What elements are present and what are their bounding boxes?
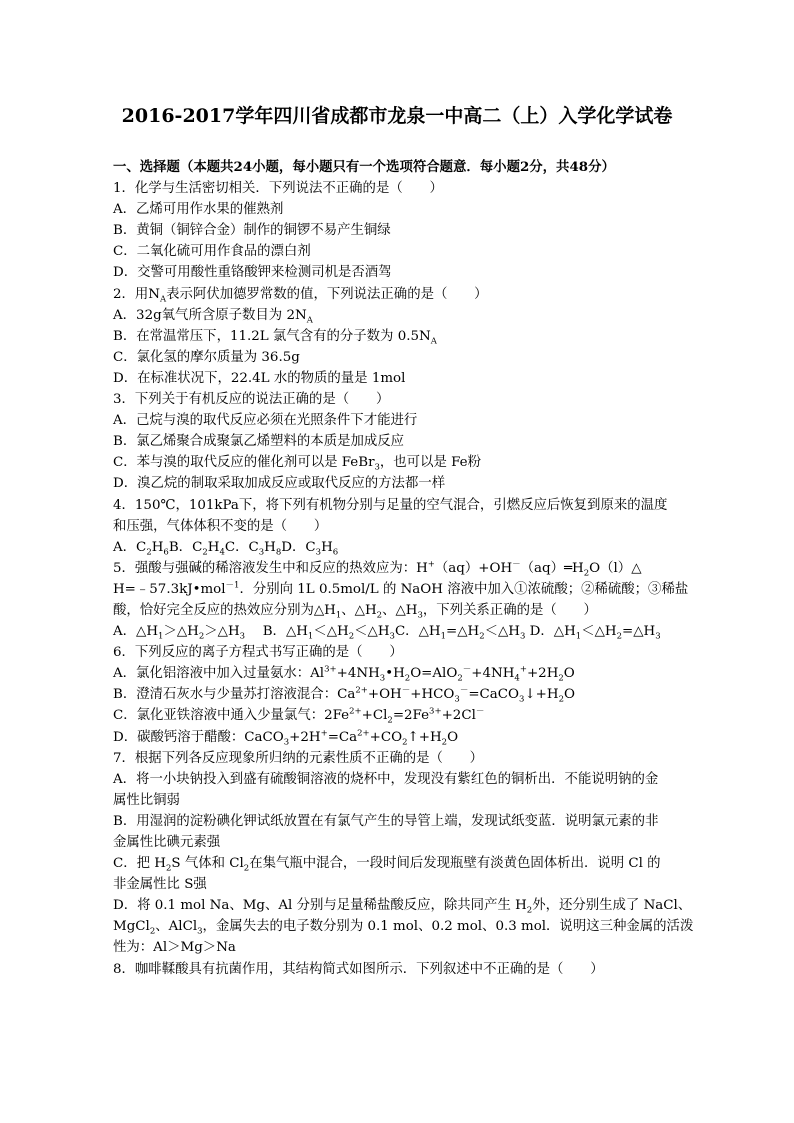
text-line: D．在标准状况下，22.4L 水的物质的量是 1mol — [113, 370, 406, 386]
text-line: B．黄铜（铜锌合金）制作的铜锣不易产生铜绿 — [113, 223, 391, 239]
text-line: B．澄清石灰水与少量苏打溶液混合：$Ca^{2+}+OH^-+HCO_3^-=CaCO_3↓+H_2O$ — [113, 685, 575, 706]
text-line: D．将 0.1 mol Na、Mg、Al 分别与足量稀盐酸反应，除共同产生 $H_2$外，还分别生成了 NaCl、 — [113, 898, 692, 916]
text-line: A．$C_2H_6B$．$C_2H_4C$．$C_3H_8D$．$C_3H_6$ — [113, 539, 339, 558]
text-line: 5．强酸与强碱的稀溶液发生中和反应的热效应为：$H^+(aq)+OH^-(aq)═H_2O(l)\triangle$ — [113, 559, 642, 579]
text-line: D．碳酸钙溶于醋酸：$CaCO_3+2H^+=Ca^{2+}+CO_2↑+H_2O$ — [113, 728, 459, 748]
text-line: A．乙烯可用作水果的催熟剂 — [113, 202, 284, 218]
text-line: C．苯与溴的取代反应的催化剂可以是 FeBr$_3$，也可以是 Fe粉 — [113, 455, 481, 473]
text-line: 7．根据下列各反应现象所归纳的元素性质不正确的是（ ） — [113, 750, 484, 766]
text-line: B．用湿润的淀粉碘化钾试纸放置在有氯气产生的导管上端，发现试纸变蓝．说明氯元素的非 — [113, 813, 659, 829]
text-line: MgCl$_2$、AlCl$_3$，金属失去的电子数分别为 0.1 mol、0.2 mol、0.3 mol．说明这三种金属的活泼 — [113, 919, 694, 938]
text-line: A．氯化铝溶液中加入过量氨水：$Al^{3+}+4NH_3•H_2O=AlO_2^-+4NH_4^++2H_2O$ — [113, 664, 575, 684]
text-line: A．己烷与溴的取代反应必须在光照条件下才能进行 — [113, 413, 418, 429]
text-line: 2．用$N_A$表示阿伏加德罗常数的值，下列说法正确的是（ ） — [113, 286, 488, 305]
text-line: 6．下列反应的离子方程式书写正确的是（ ） — [113, 645, 403, 661]
text-line: H=﹣57.3kJ•mol$^{-1}$．分别向 1L 0.5mol/L 的 NaOH 溶液中加入①浓硫酸；②稀硫酸；③稀盐 — [113, 580, 689, 597]
text-line: A．32g氧气所含原子数目为 $2N_A$ — [113, 307, 313, 326]
text-line: B．在常温常压下，11.2L 氯气含有的分子数为 $0.5N_A$ — [113, 328, 437, 347]
text-line: 1．化学与生活密切相关．下列说法不正确的是（ ） — [113, 181, 443, 197]
text-line: 性为：Al＞Mg＞Na — [113, 940, 236, 956]
text-line: A．将一小块钠投入到盛有硫酸铜溶液的烧杯中，发现没有紫红色的铜析出．不能说明钠的金 — [113, 771, 659, 787]
text-line: 金属性比碘元素强 — [113, 835, 221, 850]
text-line: 属性比铜弱 — [113, 792, 180, 808]
text-line: 酸，恰好完全反应的热效应分别为$\triangle H_1$、$\triangle H_2$、$\triangle H_3$，下列关系正确的是（ ） — [113, 602, 597, 621]
section-heading: 一、选择题（本题共24小题，每小题只有一个选项符合题意．每小题2分，共48分） — [113, 159, 615, 175]
text-line: C．氯化氢的摩尔质量为 36.5g — [113, 349, 300, 365]
question-body — [113, 157, 713, 980]
text-line: C．氯化亚铁溶液中通入少量氯气：$2Fe^{2+}+Cl_2=2Fe^{3+}+2Cl^-$ — [113, 706, 485, 727]
text-line: 和压强，气体体积不变的是（ ） — [113, 518, 328, 534]
text-line: D．交警可用酸性重铬酸钾来检测司机是否酒驾 — [113, 265, 392, 281]
text-line: 非金属性比 S强 — [113, 877, 207, 893]
text-line: A．$\triangle H_1>\triangle H_2>\triangle H_3$ B．$\triangle H_1<\triangle H_2<\triangle H_3C$．$\triangle H_1=\triangle H_2<\triangle H_3$ D．$\triangle H_1<\triangle H_2=\triangle H_3$ — [113, 624, 661, 642]
text-line: 8．咖啡鞣酸具有抗菌作用，其结构简式如图所示．下列叙述中不正确的是（ ） — [113, 961, 604, 977]
text-line: 4．150℃，101kPa下，将下列有机物分别与足量的空气混合，引燃反应后恢复到原来的温度 — [113, 497, 668, 513]
text-line: B．氯乙烯聚合成聚氯乙烯塑料的本质是加成反应 — [113, 434, 405, 450]
exam-title: 2016-2017学年四川省成都市龙泉一中高二（上）入学化学试卷 — [121, 105, 673, 127]
text-line: D．溴乙烷的制取采取加成反应或取代反应的方法都一样 — [113, 476, 446, 492]
text-line: 3．下列关于有机反应的说法正确的是（ ） — [113, 392, 390, 408]
text-line: C．二氧化硫可用作食品的漂白剂 — [113, 244, 311, 260]
text-line: C．把 $H_2S$ 气体和 $Cl_2$在集气瓶中混合，一段时间后发现瓶壁有淡黄色固体析出．说明 Cl 的 — [113, 856, 661, 874]
